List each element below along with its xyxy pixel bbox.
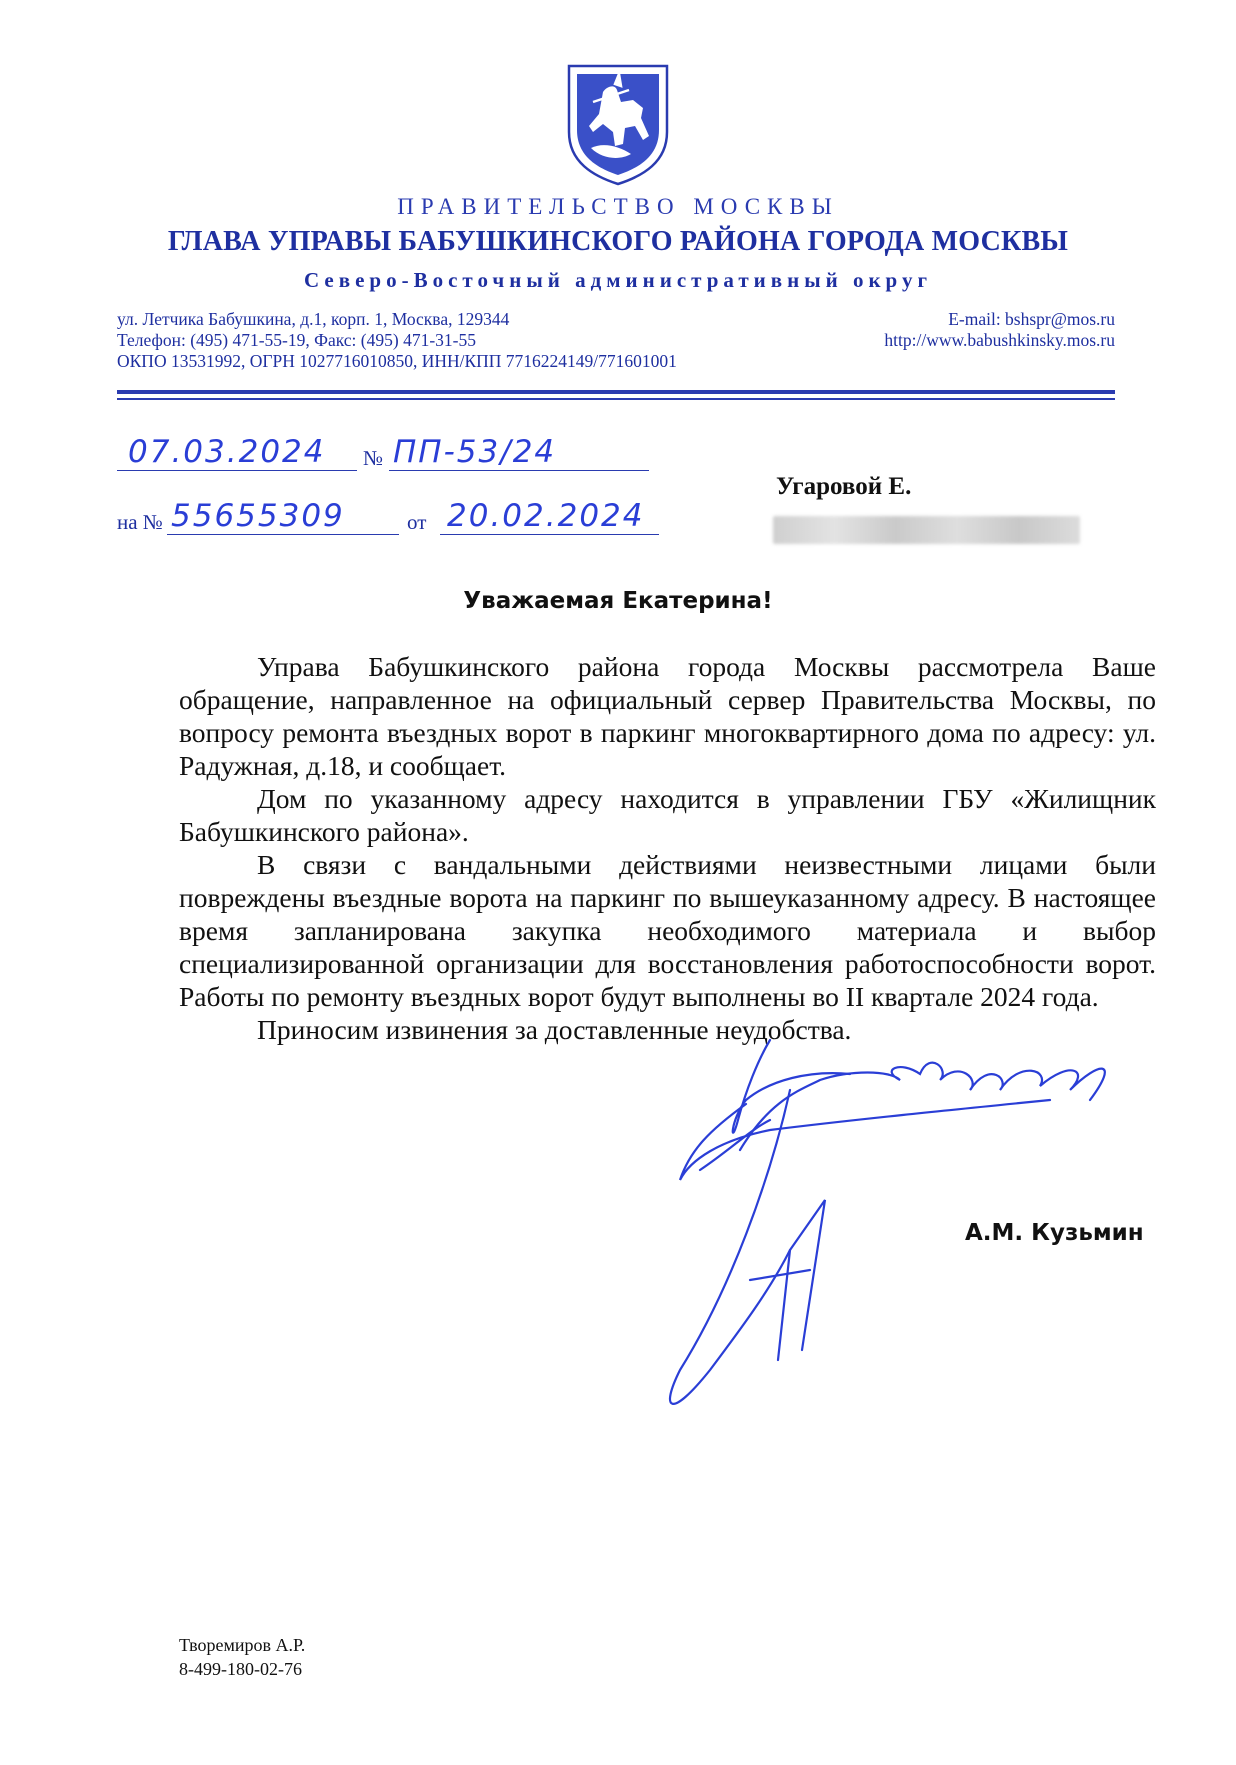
greeting: Уважаемая Екатерина! [463,588,773,614]
letter-body [179,650,1156,1046]
signer-name: А.М. Кузьмин [965,1220,1144,1246]
phone-fax-line: Телефон: (495) 471-55-19, Факс: (495) 471-31-55 [117,330,476,350]
email-line: E-mail: bshspr@mos.ru [948,309,1115,329]
government-title: ПРАВИТЕЛЬСТВО МОСКВЫ [397,194,839,219]
number-label: № [363,446,384,470]
number-underline [389,470,649,471]
reference-date-underline [440,534,659,535]
paragraph: Управа Бабушкинского района города Москвы рассмотрела Ваше обращение, направленное на официальный сервер Правительства Москвы, по вопросу ремонта въездных ворот в паркинг многоквартирного дома по адресу: ул. Радужная, д.18, и сообщает. [179,651,1156,781]
paragraph: Дом по указанному адресу находится в управлении ГБУ «Жилищник Бабушкинского района». [179,783,1156,847]
header-rule-thick [117,390,1115,394]
contact-details-left [117,309,677,372]
website-line: http://www.babushkinsky.mos.ru [884,330,1115,350]
paragraph: Приносим извинения за доставленные неудобства. [257,1014,852,1045]
date-underline [117,470,357,471]
executor-block [179,1633,305,1681]
header-rule-thin [117,398,1115,400]
outgoing-number: ПП-53/24 [393,434,557,470]
district-name: Северо-Восточный административный округ [304,268,932,292]
head-of-council-title: ГЛАВА УПРАВЫ БАБУШКИНСКОГО РАЙОНА ГОРОДА МОСКВЫ [167,226,1069,257]
recipient-name: Угаровой Е. [776,473,912,500]
address-line: ул. Летчика Бабушкина, д.1, корп. 1, Москва, 129344 [117,309,510,329]
reference-underline [167,534,399,535]
moscow-coat-of-arms-icon [563,62,673,186]
paragraph: В связи с вандальными действиями неизвестными лицами были повреждены въездные ворота на паркинг по вышеуказанному адресу. В настоящее время запланирована закупка необходимого материала и выбор специализированной организации для восстановления работоспособности ворот. Работы по ремонту въездных ворот будут выполнены во II квартале 2024 года. [179,849,1156,1012]
from-label: от [407,510,427,534]
redacted-address [773,516,1080,544]
reference-date: 20.02.2024 [447,498,645,534]
contact-details-right [884,309,1115,351]
reference-number: 55655309 [171,498,345,534]
reference-label: на № [117,510,163,534]
executor-phone: 8-499-180-02-76 [179,1659,302,1679]
registry-codes-line: ОКПО 13531992, ОГРН 1027716010850, ИНН/КПП 7716224149/771601001 [117,351,677,371]
executor-name: Творемиров А.Р. [179,1635,306,1655]
outgoing-date: 07.03.2024 [128,434,326,470]
